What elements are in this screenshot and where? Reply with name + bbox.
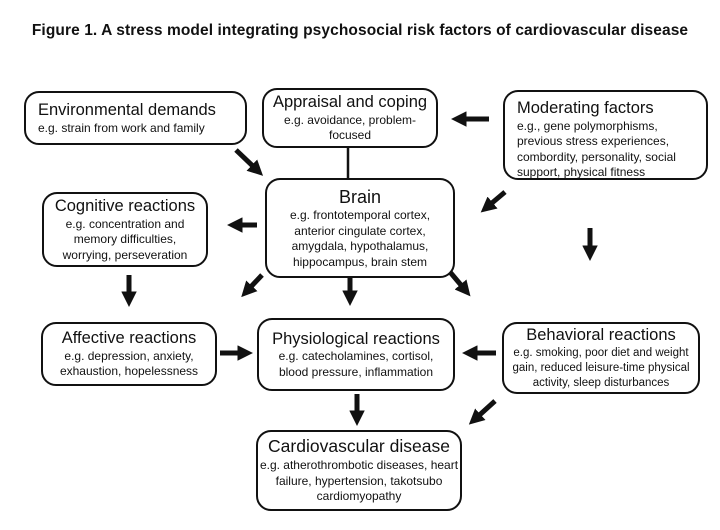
node-subtext [60,349,198,380]
node-subtext-line: amygdala, hypothalamus, [291,239,429,254]
node-subtext-line: e.g. strain from work and family [38,120,205,135]
node-heading: Physiological reactions [272,329,440,348]
node-subtext-line: gain, reduced leisure-time physical [512,361,690,374]
node-subtext-line: combordity, personality, social [517,149,676,164]
arrow-behavioral-to-cardiovascular [474,401,495,420]
node-subtext-line: e.g. smoking, poor diet and weight [513,346,689,359]
node-subtext [290,208,430,270]
figure-title: Figure 1. A stress model integrating psychosocial risk factors of cardiovascular disease [31,22,689,39]
node-subtext-line: worrying, perseveration [62,247,188,262]
node-environmental-demands [24,91,247,145]
node-subtext-line: e.g., gene polymorphisms, [517,118,658,133]
node-subtext [517,119,700,181]
node-heading: Behavioral reactions [526,326,676,345]
node-heading: Brain [338,186,382,207]
node-heading: Appraisal and coping [272,93,428,112]
node-subtext-line: blood pressure, inflammation [278,364,434,379]
node-subtext-line: hippocampus, brain stem [292,254,428,269]
node-behavioral-reactions [502,322,700,394]
node-heading: Environmental demands [38,101,216,119]
node-appraisal-and-coping [262,88,438,148]
node-heading: Cognitive reactions [54,196,196,215]
arrow-brain-to-behavioral [450,272,466,291]
node-subtext-line: exhaustion, hopelessness [59,364,199,379]
node-subtext-line: previous stress experiences, [517,134,670,149]
node-cardiovascular-disease [256,430,462,511]
node-subtext-line: activity, sleep disturbances [532,376,670,389]
node-subtext-line: e.g. frontotemporal cortex, [289,208,431,223]
node-subtext-line: memory difficulties, [73,232,177,247]
node-subtext-line: e.g. catecholamines, cortisol, [278,349,434,364]
node-subtext-line: e.g. atherothrombotic diseases, heart [259,458,459,473]
node-subtext [63,217,188,264]
node-subtext [264,113,436,144]
node-moderating-factors [503,90,708,180]
node-heading: Moderating factors [517,99,654,117]
node-subtext-line: e.g. concentration and [65,216,185,231]
arrow-brain-to-affective [246,275,262,292]
node-subtext-line: e.g. avoidance, problem-focused [283,112,417,143]
node-subtext-line: failure, hypertension, takotsubo [275,473,443,488]
node-subtext-line: support, physical fitness [517,165,646,180]
node-subtext [38,121,239,137]
node-subtext [512,346,689,391]
node-subtext [260,458,458,505]
node-subtext-line: e.g. depression, anxiety, [64,348,194,363]
node-physiological-reactions [257,318,455,391]
arrow-moderating-to-brain [486,192,505,208]
node-subtext-line: cardiomyopathy [316,489,402,504]
node-heading: Affective reactions [61,329,197,348]
node-heading: Cardiovascular disease [268,436,450,457]
node-brain [265,178,455,278]
node-cognitive-reactions [42,192,208,267]
arrow-environmental-to-brain [236,150,258,171]
node-affective-reactions [41,322,217,386]
node-subtext [279,349,434,380]
node-subtext-line: anterior cingulate cortex, [294,223,426,238]
